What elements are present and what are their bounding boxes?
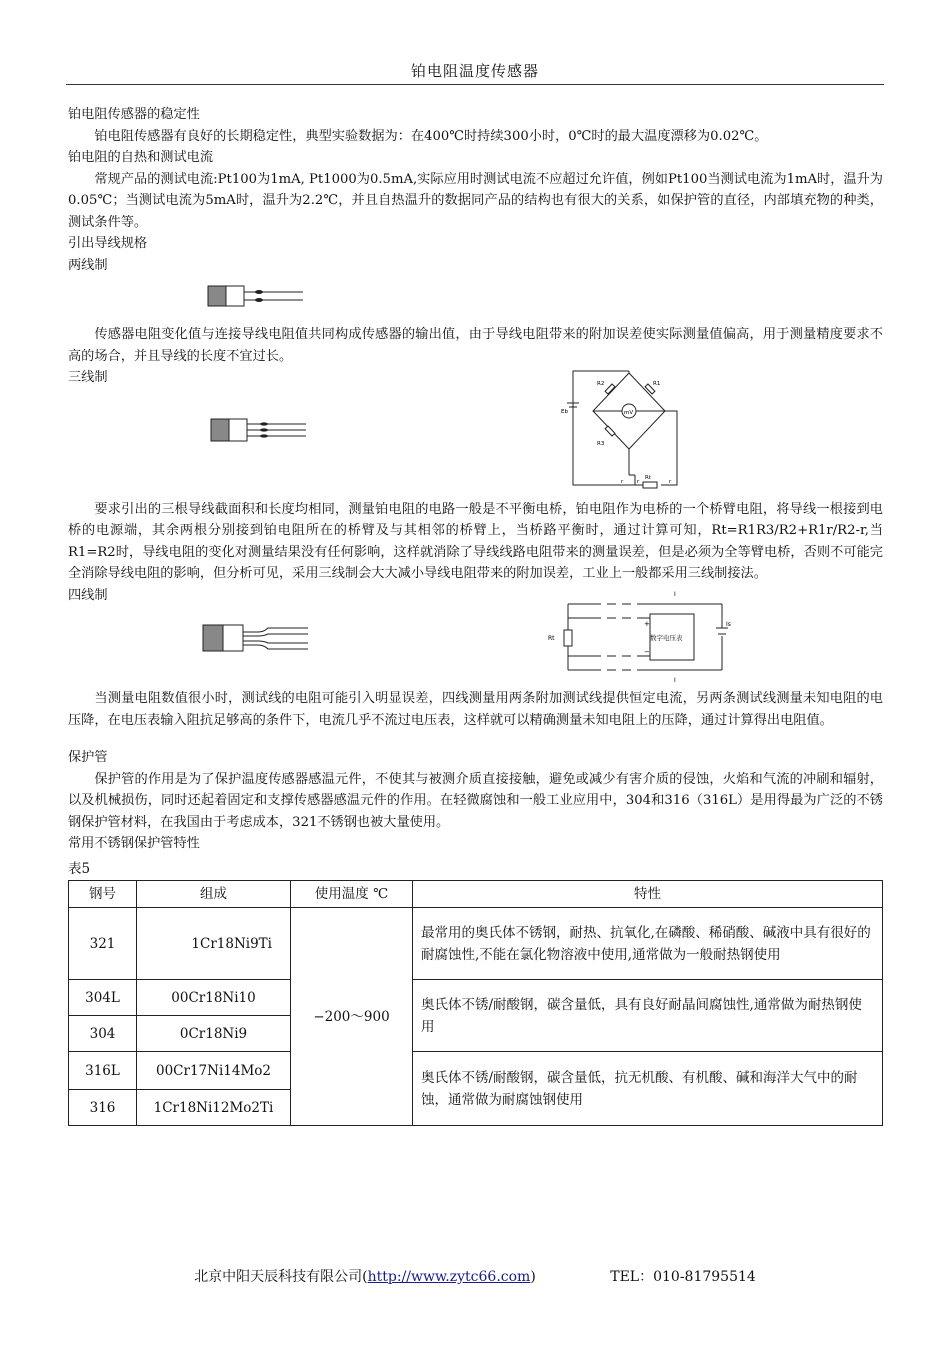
label-r3: R3	[597, 440, 605, 447]
label-four-wire-rt: Rt	[548, 635, 555, 642]
section-title-table-intro: 常用不锈钢保护管特性	[68, 836, 200, 851]
label-r-mid: r	[637, 478, 640, 485]
two-wire-sensor-icon	[203, 276, 463, 320]
cell-grade: 321	[69, 908, 137, 980]
header-grade: 钢号	[69, 881, 137, 908]
section-title-stability: 铂电阻传感器的稳定性	[68, 107, 200, 122]
paragraph-two-wire: 传感器电阻变化值与连接导线电阻值共同构成传感器的输出值，由于导线电阻带来的附加误差使实际测量值偏高，用于测量精度要求不高的场合，并且导线的长度不宜过长。	[68, 327, 883, 364]
page-title: 铂电阻温度传感器	[410, 62, 539, 80]
cell-grade: 304	[69, 1016, 137, 1052]
label-current-bottom: I	[674, 677, 676, 684]
table-row	[69, 980, 883, 1016]
section-title-four-wire: 四线制	[68, 587, 108, 603]
cell-composition: 1Cr18Ni12Mo2Ti	[137, 1090, 291, 1126]
table-row	[69, 908, 883, 980]
label-rt: Rt	[645, 474, 651, 481]
section-title-three-wire: 三线制	[68, 370, 108, 385]
header-temperature: 使用温度 ℃	[291, 881, 413, 908]
paragraph-protection: 保护管的作用是为了保护温度传感器感温元件，不使其与被测介质直接接触，避免或减少有害介质的侵蚀，火焰和气流的冲刷和辐射，以及机械损伤，同时还起着固定和支撑传感器感温元件的作用。在轻微腐蚀和一般工业应用中，304和316（316L）是用得最为广泛的不锈钢保护管材料，在我国由于考虑成本，321不锈钢也被大量使用。	[68, 771, 883, 830]
table-caption: 表5	[68, 860, 91, 877]
cell-property: 奥氏体不锈/耐酸钢，碳含量低，具有良好耐晶间腐蚀性,通常做为耐热钢使用	[413, 980, 883, 1052]
four-wire-circuit-diagram	[548, 590, 740, 686]
label-eb: Eb	[561, 408, 568, 415]
label-r-right: r	[669, 478, 672, 485]
rt-resistor-icon	[564, 630, 572, 646]
cell-grade: 316L	[69, 1052, 137, 1090]
cell-composition: 00Cr17Ni14Mo2	[137, 1052, 291, 1090]
steel-properties-table	[68, 880, 883, 1126]
footer-website-link[interactable]: http://www.zytc66.com	[367, 1269, 531, 1285]
cell-grade: 316	[69, 1090, 137, 1126]
footer	[0, 1266, 950, 1286]
label-mv: mV	[624, 409, 634, 416]
four-wire-figure	[68, 586, 883, 684]
section-title-two-wire: 两线制	[68, 257, 108, 273]
label-r1: R1	[653, 380, 661, 387]
label-current-top: I	[674, 591, 676, 598]
cell-grade: 304L	[69, 980, 137, 1016]
paragraph-three-wire: 要求引出的三根导线截面积和长度均相同，测量铂电阻的电路一般是不平衡电桥，铂电阻作为电桥的一个桥臂电阻，将导线一根接到电桥的电源端，其余两根分别接到铂电阻所在的桥臂及与其相邻的桥臂上，当桥路平衡时，通过计算可知，Rt=R1R3/R2+R1r/R2-r,当R1=R2时，导线电阻的变化对测量结果没有任何影响，这样就消除了导线线路电阻带来的测量误差，但是必须为全等臂电桥，否则不可能完全消除导线电阻的影响，但分析可见，采用三线制会大大减小导线电阻带来的附加误差，工业上一般都采用三线制接法。	[68, 501, 883, 581]
label-r2: R2	[597, 380, 605, 387]
footer-tel: TEL：010-81795514	[610, 1269, 756, 1285]
four-wire-sensor-icon	[198, 620, 338, 660]
paragraph-current: 常规产品的测试电流:Pt100为1mA, Pt1000为0.5mA,实际应用时测试电流不应超过允许值，例如Pt100当测试电流为1mA时，温升为0.05℃；当测试电流为5mA时，温升为2.2℃，并且自热温升的数据同产品的结构也有很大的关系，如保护管的直径，内部填充物的种类，测试条件等。	[68, 171, 883, 230]
section-title-protection: 保护管	[68, 750, 108, 765]
table-row	[69, 1052, 883, 1090]
section-title-leads: 引出导线规格	[68, 236, 148, 251]
label-minus: −	[644, 648, 650, 656]
footer-close: )	[530, 1269, 536, 1285]
cell-property: 最常用的奥氏体不锈钢，耐热、抗氧化,在磷酸、稀硝酸、碱液中具有很好的耐腐蚀性,不能在氯化物溶液中使用,通常做为一般耐热钢使用	[413, 908, 883, 980]
header-composition: 组成	[137, 881, 291, 908]
cell-property: 奥氏体不锈/耐酸钢，碳含量低，抗无机酸、有机酸、碱和海洋大气中的耐蚀，通常做为耐腐蚀钢使用	[413, 1052, 883, 1126]
label-source: Is	[726, 621, 731, 628]
section-title-current: 铂电阻的自热和测试电流	[68, 150, 214, 165]
two-wire-figure	[68, 276, 883, 320]
bridge-circuit-diagram	[561, 367, 691, 507]
three-wire-sensor-icon	[206, 411, 326, 451]
cell-temperature: −200～900	[291, 908, 413, 1126]
label-plus: +	[644, 620, 650, 628]
header-property: 特性	[413, 881, 883, 908]
cell-composition: 00Cr18Ni10	[137, 980, 291, 1016]
footer-company: 北京中阳天辰科技有限公司(	[194, 1269, 368, 1285]
paragraph-four-wire: 当测量电阻数值很小时，测试线的电阻可能引入明显误差，四线测量用两条附加测试线提供恒定电流，另两条测试线测量未知电阻的电压降，在电压表输入阻抗足够高的条件下，电流几乎不流过电压表，这样就可以精确测量未知电阻上的压降，通过计算得出电阻值。	[68, 691, 883, 728]
label-voltmeter: 数字电压表	[650, 634, 683, 642]
label-r-left: r	[621, 478, 624, 485]
cell-composition: 0Cr18Ni9	[137, 1016, 291, 1052]
table-header-row	[69, 881, 883, 908]
cell-composition: 1Cr18Ni9Ti	[137, 908, 291, 980]
document-body	[68, 104, 883, 1126]
paragraph-stability: 铂电阻传感器有良好的长期稳定性，典型实验数据为：在400℃时持续300小时，0℃时的最大温度漂移为0.02℃。	[94, 128, 768, 144]
header-divider	[66, 84, 884, 85]
three-wire-figure	[68, 367, 883, 485]
